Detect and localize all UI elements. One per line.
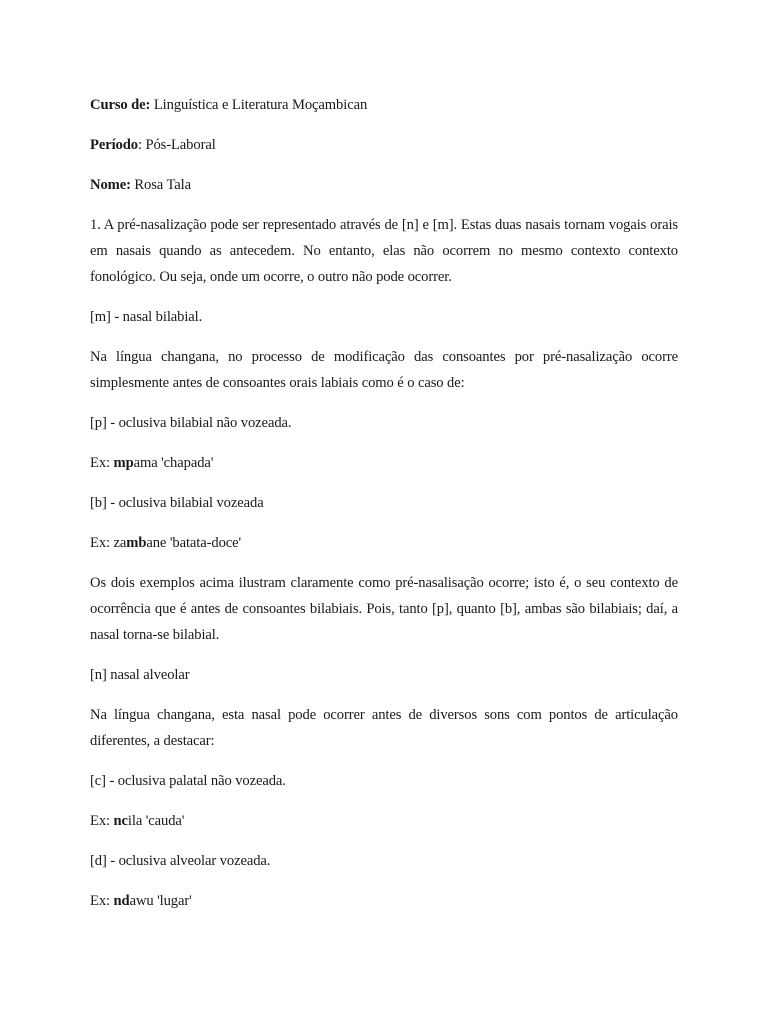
course-line	[90, 92, 678, 118]
paragraph-bilabial-explanation: Os dois exemplos acima ilustram claramente como pré-nasalisação ocorre; isto é, o seu contexto de ocorrência que é antes de consoantes bilabiais. Pois, tanto [p], quanto [b], ambas são bilabiais; daí, a nasal torna-se bilabial.	[90, 575, 678, 643]
example-2-prefix: Ex: za	[90, 535, 127, 551]
definition-p: [p] - oclusiva bilabial não vozeada.	[90, 415, 292, 431]
paragraph-intro: 1. A pré-nasalização pode ser representado através de [n] e [m]. Estas duas nasais tornam vogais orais em nasais quando as antecedem. No entanto, elas não ocorrem no mesmo contexto contexto fonológico. Ou seja, onde um ocorre, o outro não pode ocorrer.	[90, 217, 678, 285]
period-label: Período	[90, 137, 138, 153]
course-label: Curso de:	[90, 97, 151, 113]
example-1-prefix: Ex:	[90, 455, 114, 471]
example-2	[90, 530, 678, 556]
example-4	[90, 888, 678, 914]
name-value: Rosa Tala	[130, 177, 191, 193]
example-1-cluster: mp	[113, 455, 134, 471]
example-4-prefix: Ex:	[90, 893, 114, 909]
example-4-cluster: nd	[113, 893, 130, 909]
name-label: Nome:	[90, 177, 131, 193]
name-line	[90, 172, 678, 198]
example-1	[90, 450, 678, 476]
course-value: Linguística e Literatura Moçambican	[150, 97, 368, 113]
example-1-rest: ama 'chapada'	[133, 455, 214, 471]
period-value: : Pós-Laboral	[137, 137, 216, 153]
paragraph-labial-context: Na língua changana, no processo de modificação das consoantes por pré-nasalização ocorre simplesmente antes de consoantes orais labiais como é o caso de:	[90, 349, 678, 391]
example-3	[90, 808, 678, 834]
example-4-rest: awu 'lugar'	[129, 893, 192, 909]
heading-n-nasal: [n] nasal alveolar	[90, 667, 190, 683]
example-3-cluster: nc	[113, 813, 128, 829]
example-2-cluster: mb	[126, 535, 147, 551]
example-2-rest: ane 'batata-doce'	[146, 535, 242, 551]
example-3-prefix: Ex:	[90, 813, 114, 829]
period-line	[90, 132, 678, 158]
paragraph-alveolar-context: Na língua changana, esta nasal pode ocorrer antes de diversos sons com pontos de articulação diferentes, a destacar:	[90, 707, 678, 749]
definition-c: [c] - oclusiva palatal não vozeada.	[90, 773, 286, 789]
example-3-rest: ila 'cauda'	[127, 813, 185, 829]
definition-b: [b] - oclusiva bilabial vozeada	[90, 495, 264, 511]
definition-d: [d] - oclusiva alveolar vozeada.	[90, 853, 271, 869]
heading-m-nasal: [m] - nasal bilabial.	[90, 309, 203, 325]
